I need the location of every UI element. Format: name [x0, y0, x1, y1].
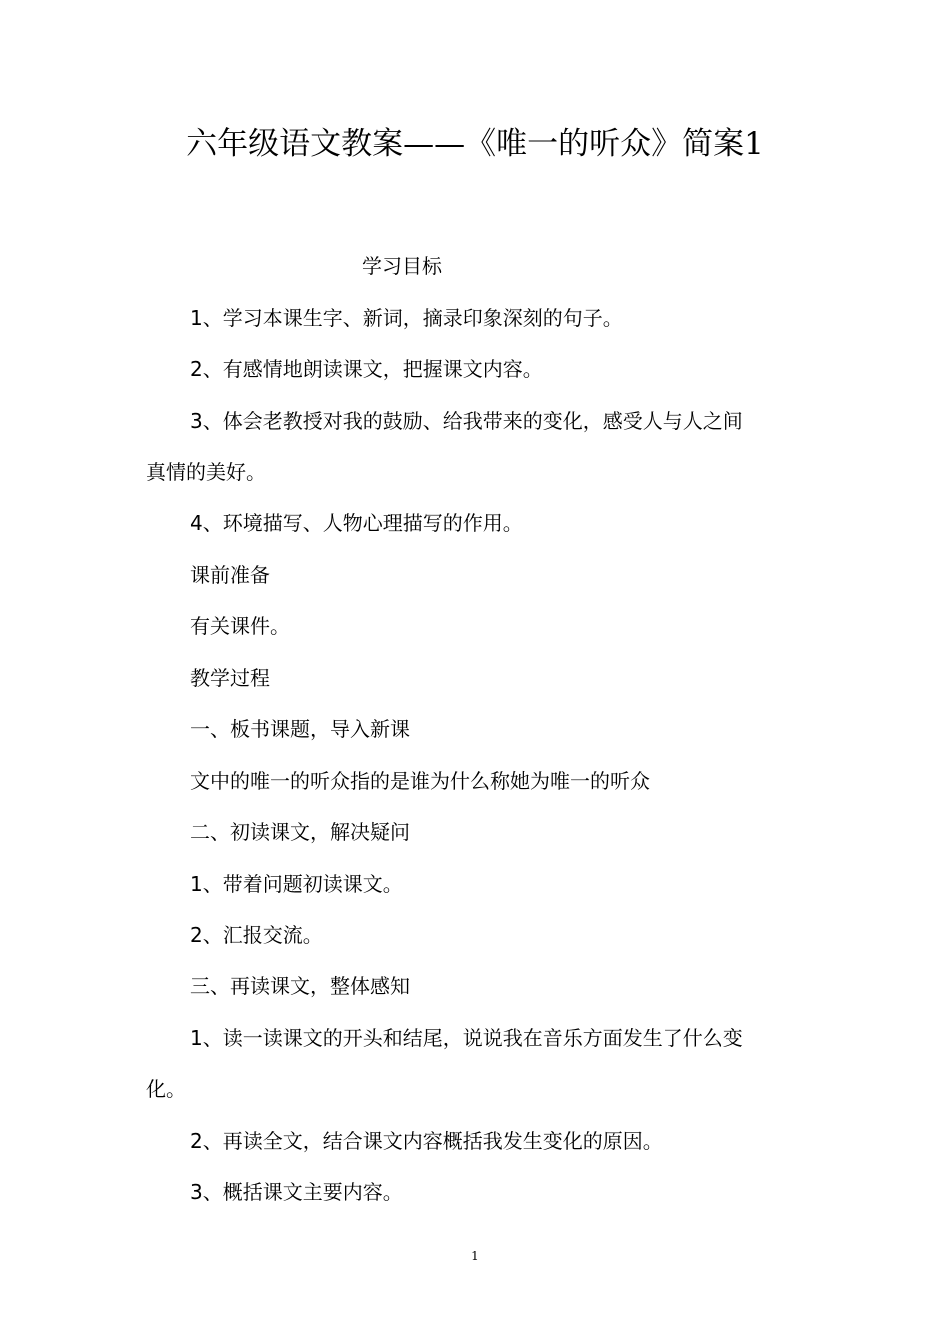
paragraph-line: 3、体会老教授对我的鼓励、给我带来的变化，感受人与人之间 [190, 409, 743, 433]
section-heading-process: 教学过程 [190, 666, 270, 690]
paragraph-line: 1、学习本课生字、新词，摘录印象深刻的句子。 [190, 306, 623, 330]
section-heading-preparation: 课前准备 [190, 563, 270, 587]
paragraph-line: 2、有感情地朗读课文，把握课文内容。 [190, 357, 543, 381]
page-number: 1 [471, 1249, 479, 1263]
paragraph-line: 2、再读全文，结合课文内容概括我发生变化的原因。 [190, 1129, 663, 1153]
section-heading-objectives: 学习目标 [362, 254, 442, 278]
step-heading: 三、再读课文，整体感知 [190, 974, 410, 998]
paragraph-line: 1、带着问题初读课文。 [190, 872, 403, 896]
paragraph-line: 文中的唯一的听众指的是谁为什么称她为唯一的听众 [190, 769, 650, 793]
step-heading: 二、初读课文，解决疑问 [190, 820, 410, 844]
paragraph-line: 1、读一读课文的开头和结尾，说说我在音乐方面发生了什么变 [190, 1026, 743, 1050]
paragraph-line: 2、汇报交流。 [190, 923, 323, 947]
paragraph-line: 化。 [146, 1077, 186, 1101]
paragraph-line: 4、环境描写、人物心理描写的作用。 [190, 511, 523, 535]
paragraph-line: 有关课件。 [190, 614, 290, 638]
paragraph-line: 3、概括课文主要内容。 [190, 1180, 403, 1204]
paragraph-line: 真情的美好。 [146, 460, 266, 484]
step-heading: 一、板书课题，导入新课 [190, 717, 410, 741]
document-title: 六年级语文教案——《唯一的听众》简案1 [186, 126, 764, 162]
